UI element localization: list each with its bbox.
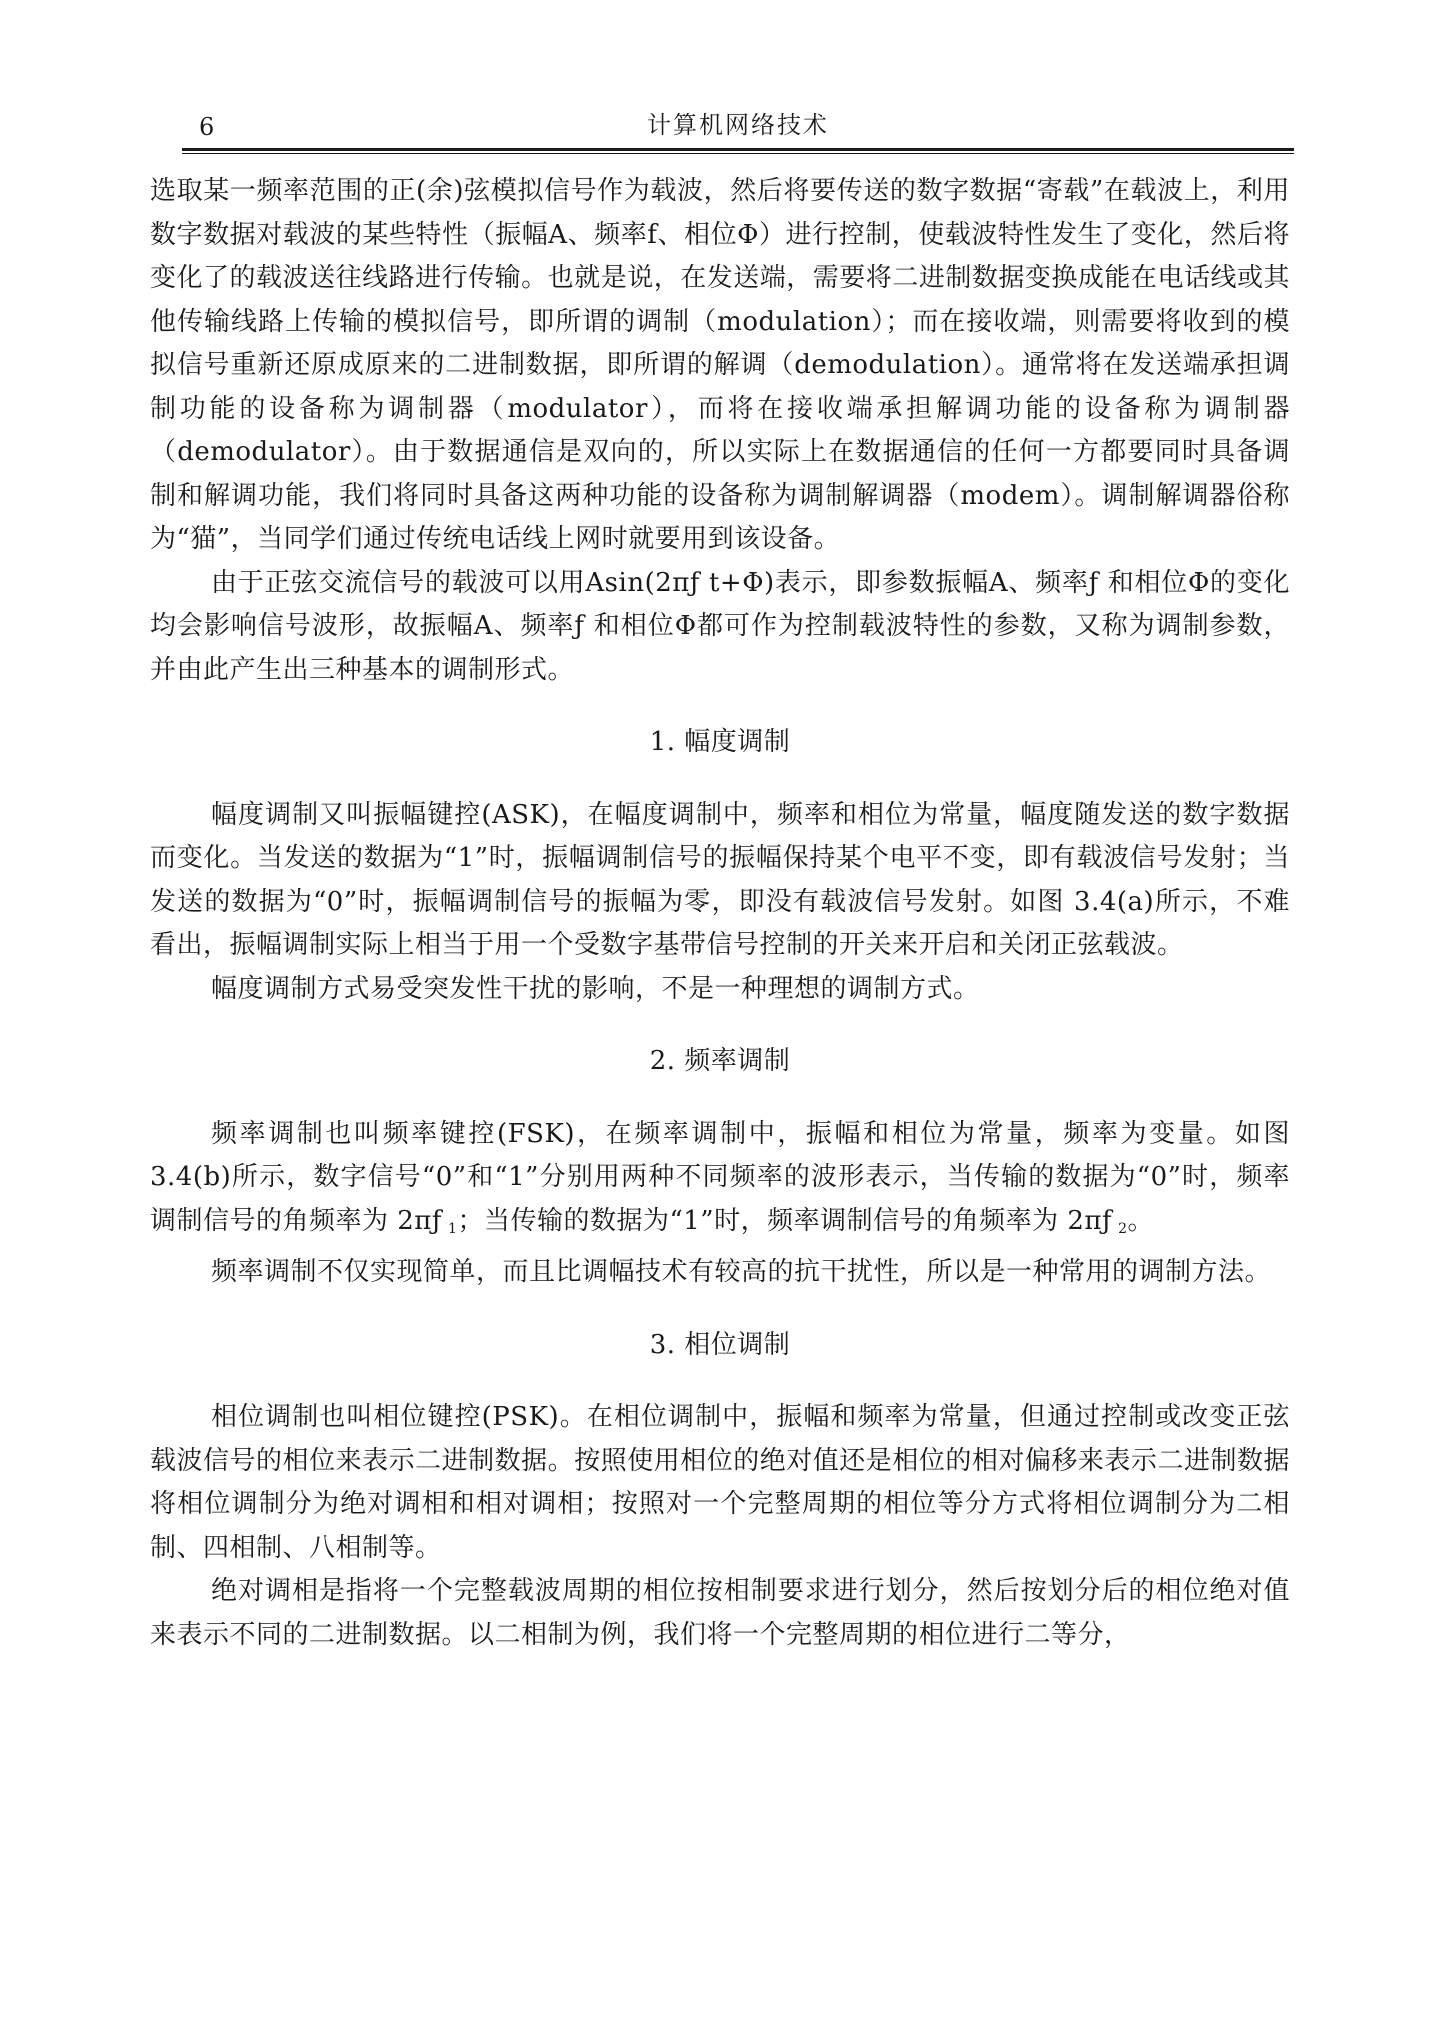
fsk-text-part-3: 。 <box>1127 1205 1155 1236</box>
paragraph-absolute-phase: 绝对调相是指将一个完整载波周期的相位按相制要求进行划分，然后按划分后的相位绝对值来表示不同的二进制数据。以二相制为例，我们将一个完整周期的相位进行二等分， <box>150 1576 1290 1650</box>
subscript-2: 2 <box>1118 1220 1128 1237</box>
subscript-1: 1 <box>448 1220 458 1237</box>
paragraph-ask-drawback: 幅度调制方式易受突发性干扰的影响，不是一种理想的调制方式。 <box>211 973 980 1004</box>
fsk-text-part-2: ；当传输的数据为“1”时，频率调制信号的角频率为 2πƒ <box>457 1205 1113 1236</box>
page-number: 6 <box>199 113 215 141</box>
paragraph-fsk-advantage: 频率调制不仅实现简单，而且比调幅技术有较高的抗干扰性，所以是一种常用的调制方法。 <box>211 1257 1272 1287</box>
paragraph-fsk-description <box>150 1113 1290 1252</box>
paragraph-ask-description: 幅度调制又叫振幅键控(ASK)，在幅度调制中，频率和相位为常量，幅度随发送的数字数据而变化。当发送的数据为“1”时，振幅调制信号的振幅保持某个电平不变，即有载波信号发射；当发送的数据为“0”时，振幅调制信号的振幅为零，即没有载波信号发射。如图 3.4(a)所示，不难看出，振幅调制实际上相当于用一个受数字基带信号控制的开关来开启和关闭正弦载波。 <box>150 799 1290 960</box>
fsk-text-part-1: 频率调制也叫频率键控(FSK)，在频率调制中，振幅和相位为常量，频率为变量。如图 3.4(b)所示，数字信号“0”和“1”分别用两种不同频率的波形表示，当传输的数据为“0”时，频率调制信号的角频率为 2πƒ <box>150 1118 1290 1236</box>
paragraph-carrier-intro: 选取某一频率范围的正(余)弦模拟信号作为载波，然后将要传送的数字数据“寄载”在载波上，利用数字数据对载波的某些特性（振幅A、频率f、相位Φ）进行控制，使载波特性发生了变化，然后将变化了的载波送往线路进行传输。也就是说，在发送端，需要将二进制数据变换成能在电话线或其他传输线路上传输的模拟信号，即所谓的调制（modulation）；而在接收端，则需要将收到的模拟信号重新还原成原来的二进制数据，即所谓的解调（demodulation）。通常将在发送端承担调制功能的设备称为调制器（modulator），而将在接收端承担解调功能的设备称为调制器（demodulator）。由于数据通信是双向的，所以实际上在数据通信的任何一方都要同时具备调制和解调功能，我们将同时具备这两种功能的设备称为调制解调器（modem）。调制解调器俗称为“猫”，当同学们通过传统电话线上网时就要用到该设备。 <box>150 176 1290 554</box>
section-heading-amplitude-modulation: 1. 幅度调制 <box>649 727 791 757</box>
running-header <box>182 98 1294 148</box>
paragraph-psk-description: 相位调制也叫相位键控(PSK)。在相位调制中，振幅和频率为常量，但通过控制或改变正弦载波信号的相位来表示二进制数据。按照使用相位的绝对值还是相位的相对偏移来表示二进制数据将相位调制分为绝对调相和相对调相；按照对一个完整周期的相位等分方式将相位调制分为二相制、四相制、八相制等。 <box>150 1402 1290 1563</box>
section-heading-phase-modulation: 3. 相位调制 <box>649 1329 791 1360</box>
header-rule <box>182 148 1294 154</box>
section-heading-frequency-modulation: 2. 频率调制 <box>649 1046 791 1076</box>
paragraph-modulation-parameters: 由于正弦交流信号的载波可以用Asin(2πƒ t+Φ)表示，即参数振幅A、频率ƒ 和相位Φ的变化均会影响信号波形，故振幅A、频率ƒ 和相位Φ都可作为控制载波特性的参数，又称为调制参数，并由此产生出三种基本的调制形式。 <box>150 567 1290 685</box>
body-text <box>150 170 1290 1657</box>
book-title: 计算机网络技术 <box>647 111 829 139</box>
